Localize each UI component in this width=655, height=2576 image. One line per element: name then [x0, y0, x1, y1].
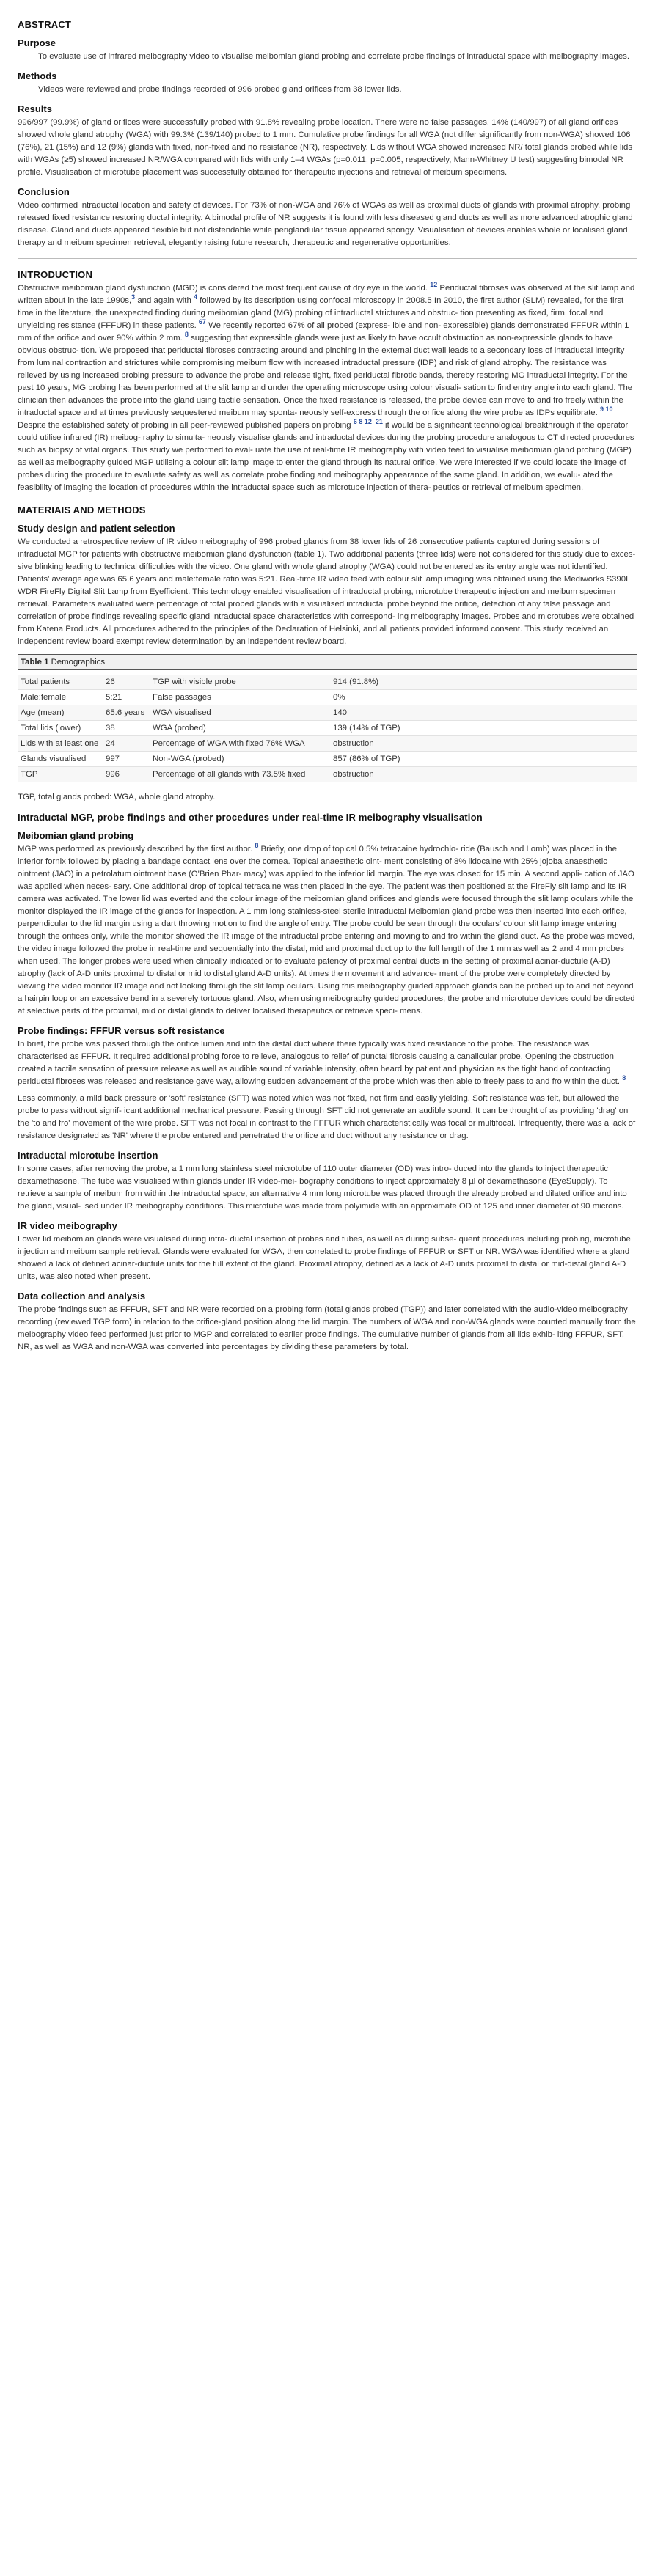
- ir-video-text: Lower lid meibomian glands were visualised during intra- ductal insertion of probes and tubes, as well as during subse- quent procedures including probing, microtube injection and meibum sample retrieval. Glands were evaluated for WGA, then correlated to probe findings of FFFUR or SFT or NR. WGA was identified where a gland showed a lack of defined acinar-ductule units for the full extent of the gland. Proximal atrophy, defined as a lack of A-D units proximal to distal or mid-distal gland A-D units, was also noted when present.: [18, 1235, 631, 1281]
- section-divider: [18, 258, 637, 259]
- citation-link[interactable]: 8: [184, 331, 189, 339]
- results-text: 996/997 (99.9%) of gland orifices were successfully probed with 91.8% revealing probe location. There were no false passages. 14% (140/997) of all gland orifices showed whole gland atrophy (WGA) with 99.3% (139/140) probed to 1 mm. Cumulative probe findings for all WGA (not differ significantly from non-WGA) showed 106 (76%), 21 (15%) and 12 (9%) glands with fixed, non-fixed and no resistance (NR), respectively. Lids without WGA showed increased NR/ total glands probed while lids with WGAs (≥5) showed increased NR/WGA compared with lids with only 1–4 WGAs (p=0.011, p=0.005, respectively, Mann-Whitney U test) suggesting bimodal NR profile. Visualisation of microtube placement was successfully obtained for therapeutic injections and retrieval of meibum specimens.: [18, 118, 633, 177]
- microtube-heading: Intraductal microtube insertion: [18, 1150, 158, 1161]
- soft-resistance-text: Less commonly, a mild back pressure or 'soft' resistance (SFT) was noted which was not fixed, not firm and easily yielding. Soft resistance was felt, but allowed the probe to pass without signif- icant additional mechanical pressure. Passing through SFT did not generate an audible sound. It can be thought of as providing 'drag' on the 'to and fro' movement of the wire probe. SFT was not focal in contrast to the FFFUR which characteristically was focal or multifocal. Infrequently, there was a lack of resistance designated as 'NR' where the probe entered and penetrated the orifice and duct without any resistance or drag.: [18, 1094, 636, 1140]
- microtube-text: In some cases, after removing the probe, a 1 mm long stainless steel microtube of 110 outer diameter (OD) was intro- duced into the glands to inject therapeutic dexamethasone. The tube was visualised within glands under IR video-mei- bography conditions to inject approximately 8 µl of dexamethasone (EyeSupply). To retrieve a sample of meibum from within the intraductal space, an alternative 4 mm long microtube was placed through the already probed and dilated orifice and into the gland, visual- ised under IR meibography conditions. This microtube was made from polyimide with an approximate OD of 125 and inner diameter of 90 microns.: [18, 1164, 627, 1211]
- table-cell: Total patients: [18, 675, 103, 690]
- methods-text: Videos were reviewed and probe findings recorded of 996 probed gland orifices from 38 lower lids.: [38, 85, 402, 94]
- table-caption: Table 1 Demographics: [18, 654, 637, 670]
- citation-link[interactable]: 9 10: [599, 406, 613, 414]
- table-cell: 38: [103, 721, 150, 736]
- table-cell: 140: [330, 705, 637, 721]
- table-cell: TGP: [18, 767, 103, 782]
- table-row: [18, 767, 637, 782]
- table-cell: TGP with visible probe: [150, 675, 330, 690]
- citation-link[interactable]: 67: [198, 318, 206, 326]
- table-cell: 5:21: [103, 690, 150, 705]
- table-cell: 139 (14% of TGP): [330, 721, 637, 736]
- table-cell: 26: [103, 675, 150, 690]
- intraductal-heading: Intraductal MGP, probe findings and other procedures under real-time IR meibography visualisation: [18, 812, 483, 823]
- results-heading: Results: [18, 103, 52, 114]
- probing-heading: Meibomian gland probing: [18, 830, 134, 841]
- table-row: [18, 690, 637, 705]
- introduction-text: Obstructive meibomian gland dysfunction (MGD) is considered the most frequent cause of dry eye in the world. $^{12}$ Periductal fibroses was observed at the slit lamp and written about in the late 1990s,$^3$ and again with $^4$ followed by its description using confocal microscopy in 2008.5 In 2010, the first author (SLM) revealed, for the first time in the literature, the unexpected finding during meibomian gland (MG) probing of intraductal strictures and obstruc- tion presenting as fixed, firm, focal and unyielding resistance (FFFUR) in these patients. $^{67}$ We recently reported 67% of all probed (express- ible and non- expressible) glands demonstrated FFFUR within 1 mm of the orifice and over 90% within 2 mm. $^8$ suggesting that expressible glands were just as likely to have occult obstruction as non-expressible glands to have obvious obstruc- tion. We proposed that periductal fibroses contracting around and pinching in the external duct wall leads to a secondary loss of intraductal integrity from luminal contraction and strictures while compromising meibum flow with increased intraductal pressure (IDP) and risk of gland atrophy. The resistance was relieved by using increased probing pressure to advance the probe and release tight, fixed periductal fibrotic bands, thereby restoring MG intraductal integrity. For the past 10 years, MG probing has been performed at the slit lamp and under the operating microscope using colour visuali- sation to find entry angle into each gland. The clinician then advances the probe into the gland using tactile sensation. Once the fixed resistance is released, the probe device can move to and fro freely within the intraductal space and at times previously sequestered meibum may sponta- neously self-express through the orifice along the wire probe as IDPs equilibrate. $^{9 10}$ Despite the established safety of probing in all peer-reviewed published papers on probing $^{6 8 12-21}$ it would be a significant technological breakthrough if the operator could utilise infrared (IR) meibog- raphy to simulta- neously visualise glands and intraductal devices during the probing procedure analogous to CT directed procedures such as biopsy of vital organs. This study we performed to eval- uate the use of real-time IR meibography with video feed to visualise meibomian gland probing (MGP) as well as meibography guided MGP utilising a colour slit lamp image to enter the gland through its natural orifice. We were interested if we could locate the image of probes during the procedure to evaluate safety as well as correlate probe finding and meibography appearance of the same gland. In addition, we evalu- ated the feasibility of imaging the location of procedures within the intraductal space such as microtube injection of thera- peutics or retrieval of meibum specimen.: [18, 281, 635, 492]
- conclusion-heading: Conclusion: [18, 186, 70, 197]
- table-cell: WGA visualised: [150, 705, 330, 721]
- data-collection-heading: Data collection and analysis: [18, 1291, 146, 1302]
- introduction-heading: INTRODUCTION: [18, 269, 93, 280]
- table-footnote: TGP, total glands probed: WGA, whole gland atrophy.: [18, 793, 216, 801]
- table-row: [18, 705, 637, 721]
- table-cell: Non-WGA (probed): [150, 752, 330, 767]
- table-cell: Glands visualised: [18, 752, 103, 767]
- table-cell: Lids with at least one: [18, 736, 103, 752]
- table-cell: Total lids (lower): [18, 721, 103, 736]
- materials-heading: MATERIAIS AND METHODS: [18, 504, 146, 515]
- citation-link[interactable]: 8: [255, 842, 259, 850]
- table-row: [18, 736, 637, 752]
- table-cell: 24: [103, 736, 150, 752]
- table-cell: Male:female: [18, 690, 103, 705]
- table-cell: 857 (86% of TGP): [330, 752, 637, 767]
- table-row: [18, 721, 637, 736]
- purpose-text: To evaluate use of infrared meibography video to visualise meibomian gland probing and correlate probe findings of intraductal space with meibography images.: [38, 52, 630, 61]
- table-cell: 997: [103, 752, 150, 767]
- table-cell: 996: [103, 767, 150, 782]
- table-cell: Age (mean): [18, 705, 103, 721]
- study-design-heading: Study design and patient selection: [18, 523, 175, 534]
- probing-text: MGP was performed as previously described by the first author. $^8$ Briefly, one drop of topical 0.5% tetracaine hydrochlo- ride (Bausch and Lomb) was placed in the inferior fornix followed by placing a bandage contact lens over the cornea. Topical anaesthetic oint- ment consisting of 8% lidocaine with 25% jojoba anaesthetic ointment (JAO) in a petrolatum ointment base (O'Brien Phar- macy) was applied to the inferior lid margin. The eye was closed for 15 min. A second appli- cation of JAO was applied when neces- sary. One additional drop of topical tetracaine was then placed in the eye. The patient was then positioned at the FireFly slit lamp and its IR camera was activated. The lower lid was everted and the colour image of the meibomian gland orifices and glands were focused through the slit lamp oculars while the monitor displayed the IR image of the glands for inspection. A 1 mm long stainless-steel sterile intraductal Meibomian gland probe was then inserted into each orifice, perpendicular to the lid margin using a dart throwing motion to find the angle of entry. The probe could be seen through the oculars' colour slit lamp image entering through the orifices only, while the monitor showed the IR image of the intraductal probe entering and moving to and fro within the gland duct. As the probe was moved, the video image followed the probe in real-time and sequentially into the distal, mid and proximal duct up to the full length of the 1 mm as well as 2 and 4 mm probes when used. The longer probes were used when clinically indicated or to evaluate patency of proximal central ducts in the setting of proximal acinar-ductule (A-D) atrophy (lack of A-D units proximal to distal or mid to distal gland A-D units). At times the movement and advance- ment of the probe were completely directed by viewing the video monitor IR image and not looking through the slit lamp oculars. Using this meibography guided approach glands can be probed up to and not beyond a hairpin loop or an excessive bend in a severely tortuous gland. Also, when using meibography guided procedures, the probe and microtube devices could be directed at selective parts of the proximal, mid or distal glands to deliver localised therapeutics or retrieve speci- mens.: [18, 842, 635, 1016]
- table-cell: 0%: [330, 690, 637, 705]
- citation-link[interactable]: 4: [193, 293, 197, 301]
- findings-text: In brief, the probe was passed through the orifice lumen and into the distal duct where there typically was fixed resistance to the probe. The resistance was characterised as FFFUR. It required additional probing force to relieve, analogous to relief of punctal fibrosis causing a canalicular probe. Opening the obstruction created a tactile sensation of pressure release as well as audible sound of variable intensity, often heard by patient and physician as the tight band of contracting periductal fibroses was released and resistance gave way, allowing sudden advancement of the probe which was then able to freely pass to and fro within the duct. $^8$: [18, 1040, 626, 1086]
- purpose-heading: Purpose: [18, 37, 56, 48]
- citation-link[interactable]: 3: [131, 293, 136, 301]
- methods-heading: Methods: [18, 70, 57, 81]
- table-cell: obstruction: [330, 736, 637, 752]
- study-design-text: We conducted a retrospective review of IR video meibography of 996 probed glands from 38 lower lids of 26 consecutive patients captured during sessions of intraductal MGP for patients with obstructive meibomian gland dysfunction (table 1). Two additional patients (three lids) were not considered for this study due to exces- sive blinking leading to technical difficulties with the video. One gland with whole gland atrophy (WGA) could not be entered as its entry angle was not identified. Patients' average age was 65.6 years and male:female ratio was 5:21. Real-time IR video feed with colour slit lamp imaging was obtained using the Mediworks S390L WDR FireFly Digital Slit Lamp from Eyefficient. This technology enabled visualisation of intraductal probing, microtube therapeutic injection and meibum specimen retrieval. Parameters evaluated were percentage of total probed glands with a visualised intraductal probe beyond the orifice, detection of any false passage and correlation of probe findings revealing specific gland intraductal space characteristics with correspond- ing meibography images. Probes and microtubes were obtained from Katena Products. All procedures adhered to the principles of the Declaration of Helsinki, and all patients provided informed consent. This study received an independent review board exempt review determination by an independent review board.: [18, 537, 636, 646]
- citation-link[interactable]: 12: [430, 281, 438, 289]
- table-row: [18, 752, 637, 767]
- table-cell: 65.6 years: [103, 705, 150, 721]
- table-cell: False passages: [150, 690, 330, 705]
- abstract-heading: ABSTRACT: [18, 19, 72, 30]
- conclusion-text: Video confirmed intraductal location and safety of devices. For 73% of non-WGA and 76% of WGAs as well as proximal ducts of glands with proximal atrophy, probing released fixed resistance restoring ductal integrity. A bimodal profile of NR suggests it is found with less diseased gland ducts as well as more advanced atrophic gland disease. Gland and ducts appeared flexible but not distendable while periglandular tissue appeared spongy. Visualisation of devices enables whole or localised gland therapy and meibum specimen retrieval, elegantly raising future research, therapeutic and regenerative opportunities.: [18, 201, 633, 247]
- table-cell: WGA (probed): [150, 721, 330, 736]
- findings-heading: Probe findings: FFFUR versus soft resistance: [18, 1025, 225, 1036]
- data-collection-text: The probe findings such as FFFUR, SFT and NR were recorded on a probing form (total glands probed (TGP)) and later correlated with the audio-video meibography recording (reviewed TGP form) in relation to the orifice-gland position along the lid margin. The numbers of WGA and non-WGA glands were counted manually from the meibography video feed performed just prior to MGP and correlated to earlier probe findings. The cumulative number of glands from all lids exhib- iting FFFUR, SFT, NR, as well as WGA and non-WGA was converted into percentages by dividing these parameters by total.: [18, 1305, 636, 1351]
- table-row: [18, 675, 637, 690]
- citation-link[interactable]: 8: [622, 1074, 626, 1082]
- table-cell: Percentage of WGA with fixed 76% WGA: [150, 736, 330, 752]
- table-cell: 914 (91.8%): [330, 675, 637, 690]
- citation-link[interactable]: 6 8 12–21: [353, 418, 383, 426]
- ir-video-heading: IR video meibography: [18, 1220, 117, 1231]
- table-cell: Percentage of all glands with 73.5% fixed: [150, 767, 330, 782]
- table-cell: obstruction: [330, 767, 637, 782]
- demographics-table: [18, 675, 637, 782]
